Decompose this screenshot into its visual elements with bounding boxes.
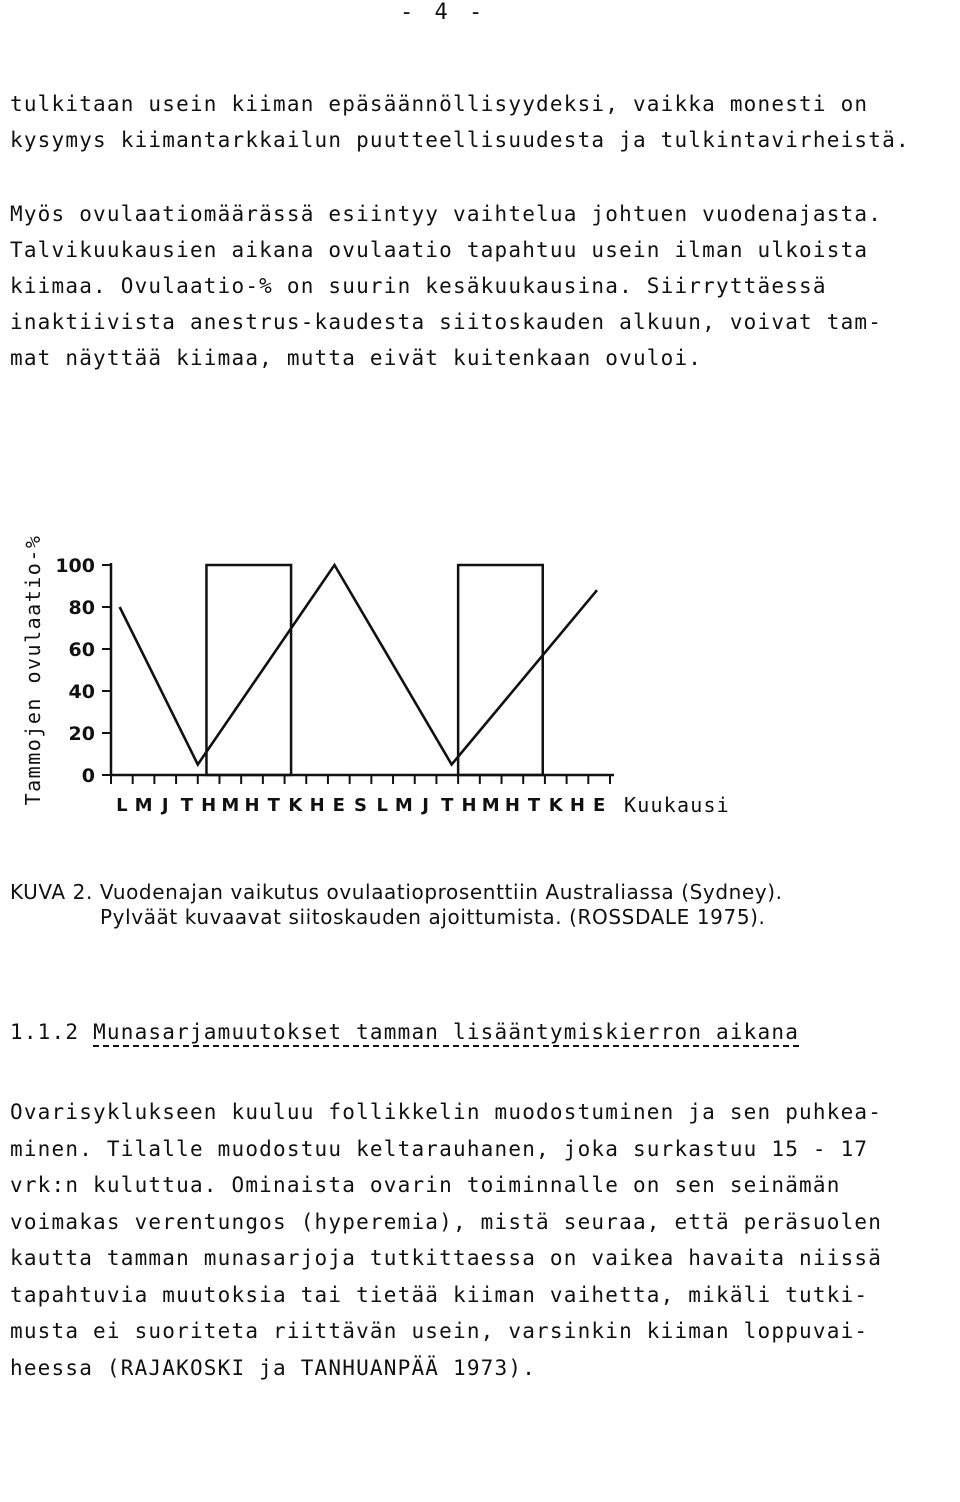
- x-tick-label: T: [180, 795, 194, 816]
- x-tick-label: H: [244, 795, 260, 816]
- x-tick-label: L: [116, 795, 128, 816]
- x-tick-label: E: [593, 795, 606, 816]
- y-tick-label: 20: [68, 723, 95, 745]
- section-title: Munasarjamuutokset tamman lisääntymiskierron aikana: [93, 1020, 800, 1044]
- paragraph-line: Talvikuukausien aikana ovulaatio tapahtuu usein ilman ulkoista: [10, 238, 869, 262]
- paragraph-line: Myös ovulaatiomäärässä esiintyy vaihtelua johtuen vuodenajasta.: [10, 202, 883, 226]
- x-tick-label: E: [332, 795, 345, 816]
- y-tick-label: 60: [68, 639, 95, 661]
- paragraph-line: Ovarisyklukseen kuuluu follikkelin muodostuminen ja sen puhkea-: [10, 1100, 883, 1124]
- paragraph-line: kysymys kiimantarkkailun puutteellisuudesta ja tulkintavirheistä.: [10, 128, 910, 152]
- x-tick-label: T: [441, 795, 454, 816]
- page-number: - 4 -: [400, 0, 487, 25]
- section-heading: [10, 1020, 799, 1044]
- season-bar: [206, 565, 291, 775]
- y-tick-label: 80: [68, 597, 95, 619]
- x-tick-label: T: [267, 795, 280, 816]
- x-tick-label: L: [376, 795, 388, 816]
- x-tick-label: J: [422, 795, 429, 816]
- paragraph-line: kiimaa. Ovulaatio-% on suurin kesäkuukausina. Siirryttäessä: [10, 274, 827, 298]
- paragraph-line: minen. Tilalle muodostuu keltarauhanen, joka surkastuu 15 - 17: [10, 1136, 869, 1161]
- x-tick-label: S: [354, 795, 367, 816]
- ovulation-chart: [0, 520, 960, 840]
- y-tick-label: 0: [81, 765, 95, 787]
- paragraph-1: [10, 86, 910, 158]
- x-tick-label: H: [569, 795, 585, 816]
- ovulation-line: [120, 565, 597, 765]
- x-axis-label: Kuukausi: [624, 793, 730, 817]
- y-axis-label: Tammojen ovulaatio-%: [21, 534, 45, 806]
- y-tick-label: 40: [68, 681, 95, 703]
- paragraph-line: inaktiivista anestrus-kaudesta siitoskauden alkuun, voivat tam-: [10, 310, 883, 334]
- x-tick-label: M: [134, 795, 153, 816]
- x-tick-label: K: [288, 795, 303, 816]
- caption-line-1: KUVA 2. Vuodenajan vaikutus ovulaatioprosenttiin Australiassa (Sydney).: [10, 880, 783, 904]
- paragraph-line: musta ei suoriteta riittävän usein, varsinkin kiiman loppuvai-: [10, 1319, 869, 1343]
- caption-line-2: Pylväät kuvaavat siitoskauden ajoittumista. (ROSSDALE 1975).: [100, 905, 766, 929]
- paragraph-line: mat näyttää kiimaa, mutta eivät kuitenkaan ovuloi.: [10, 346, 703, 370]
- paragraph-line: tapahtuvia muutoksia tai tietää kiiman vaihetta, mikäli tutki-: [10, 1282, 869, 1307]
- paragraph-line: vrk:n kuluttua. Ominaista ovarin toiminnalle on sen seinämän: [10, 1173, 841, 1197]
- x-tick-label: M: [394, 795, 413, 816]
- x-tick-label: M: [221, 795, 240, 816]
- x-tick-label: H: [504, 795, 520, 816]
- paragraph-2: [10, 196, 882, 376]
- paragraph-line: kautta tamman munasarjoja tutkittaessa on vaikea havaita niissä: [10, 1246, 883, 1270]
- paragraph-3: [10, 1094, 882, 1386]
- paragraph-line: tulkitaan usein kiiman epäsäännöllisyydeksi, vaikka monesti on: [10, 92, 869, 116]
- section-number: 1.1.2: [10, 1020, 80, 1044]
- x-tick-label: H: [201, 795, 217, 816]
- x-tick-label: H: [309, 795, 325, 816]
- x-tick-label: K: [548, 795, 563, 816]
- x-tick-label: T: [527, 795, 541, 816]
- y-tick-label: 100: [55, 555, 95, 577]
- paragraph-line: heessa (RAJAKOSKI ja TANHUANPÄÄ 1973).: [10, 1355, 537, 1380]
- x-tick-label: H: [461, 795, 477, 816]
- x-tick-label: M: [481, 795, 500, 816]
- x-tick-label: J: [161, 795, 169, 816]
- figure-caption: [10, 880, 783, 930]
- paragraph-line: voimakas verentungos (hyperemia), mistä seuraa, että peräsuolen: [10, 1209, 883, 1234]
